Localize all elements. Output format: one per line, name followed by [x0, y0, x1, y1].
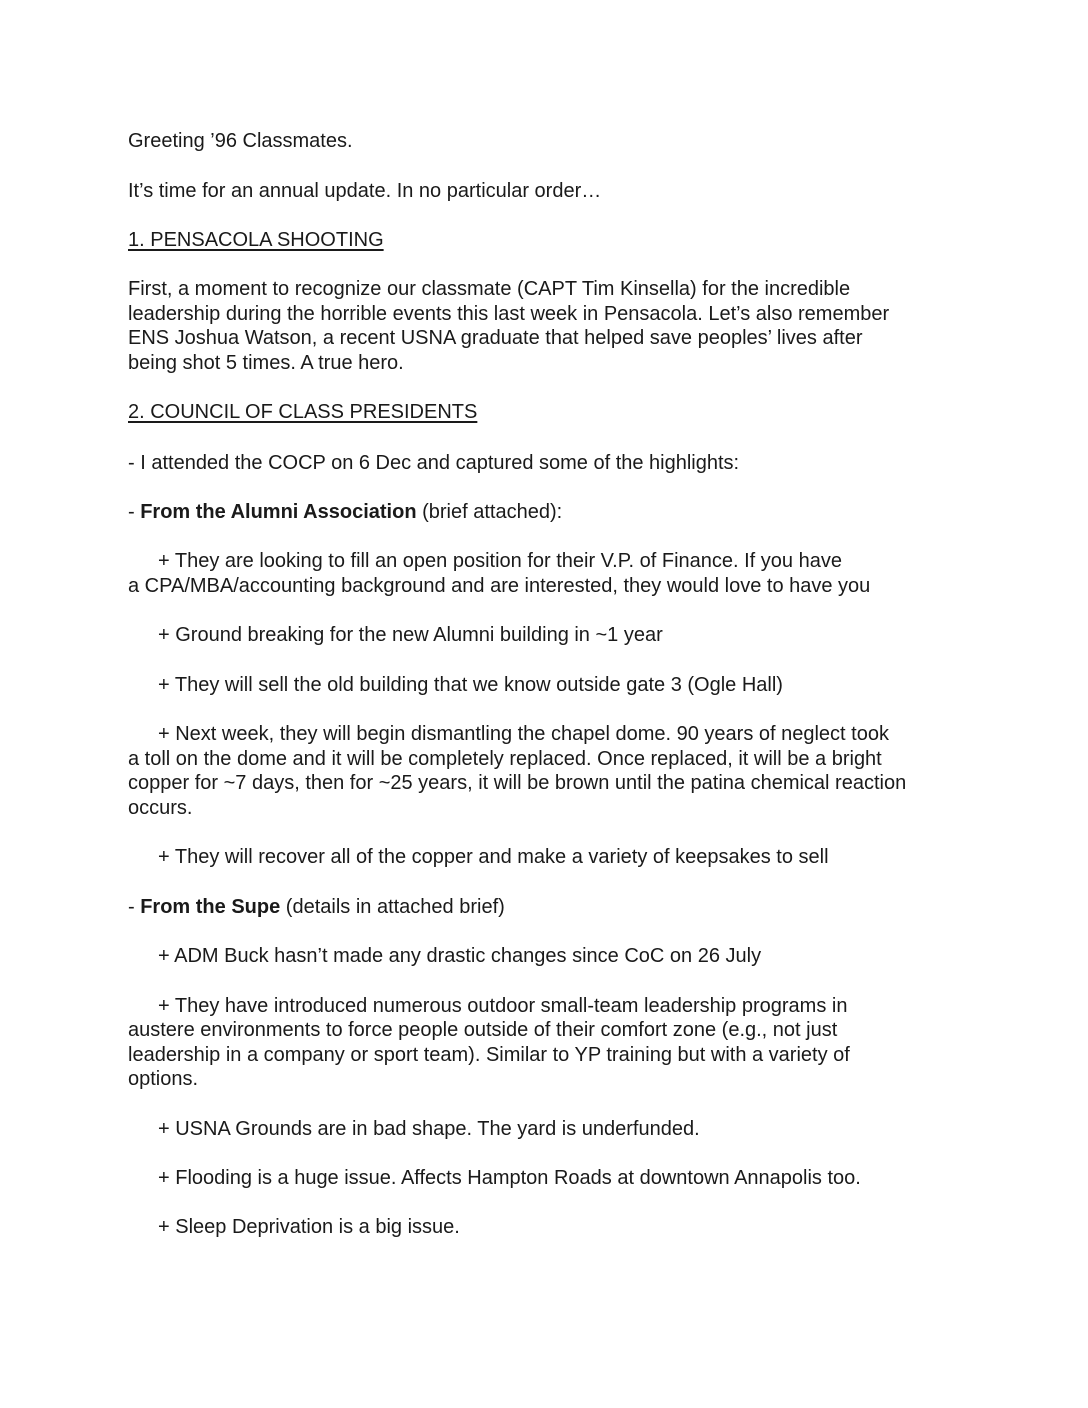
- bullet-sell-building: + They will sell the old building that we know outside gate 3 (Ogle Hall): [158, 674, 783, 696]
- bullet-dome-cont: a toll on the dome and it will be completely replaced. Once replaced, it will be a bright: [128, 748, 882, 770]
- bullet-finance: + They are looking to fill an open position for their V.P. of Finance. If you have: [158, 550, 842, 572]
- bullet-flooding: + Flooding is a huge issue. Affects Hampton Roads at downtown Annapolis too.: [158, 1167, 861, 1189]
- bullet-leadership-cont: leadership in a company or sport team). Similar to YP training but with a variety of: [128, 1044, 850, 1066]
- paragraph-line: leadership during the horrible events this last week in Pensacola. Let’s also remember: [128, 303, 890, 325]
- paragraph-line: ENS Joshua Watson, a recent USNA graduate that helped save peoples’ lives after: [128, 327, 863, 349]
- supe-label: From the Supe: [140, 896, 281, 918]
- alumni-suffix: (brief attached):: [416, 501, 563, 523]
- bullet-dome-cont: copper for ~7 days, then for ~25 years, it will be brown until the patina chemical reaction: [128, 772, 907, 794]
- section-heading-pensacola: 1. PENSACOLA SHOOTING: [128, 229, 384, 251]
- bullet-dome-cont: occurs.: [128, 797, 193, 819]
- paragraph-line: being shot 5 times. A true hero.: [128, 352, 404, 374]
- bullet-leadership-cont: austere environments to force people outside of their comfort zone (e.g., not just: [128, 1019, 838, 1041]
- supe-heading: [128, 895, 505, 919]
- paragraph-line: First, a moment to recognize our classmate (CAPT Tim Kinsella) for the incredible: [128, 278, 851, 300]
- bullet-dome: + Next week, they will begin dismantling the chapel dome. 90 years of neglect took: [158, 723, 889, 745]
- council-intro: - I attended the COCP on 6 Dec and captured some of the highlights:: [128, 452, 740, 474]
- bullet-finance-cont: a CPA/MBA/accounting background and are interested, they would love to have you: [128, 575, 871, 597]
- bullet-sleep: + Sleep Deprivation is a big issue.: [158, 1216, 460, 1238]
- alumni-label: From the Alumni Association: [140, 501, 417, 523]
- greeting: Greeting ’96 Classmates.: [128, 130, 353, 152]
- alumni-prefix: -: [128, 501, 141, 523]
- supe-prefix: -: [128, 896, 141, 918]
- alumni-heading: [128, 500, 562, 524]
- section-heading-council: 2. COUNCIL OF CLASS PRESIDENTS: [128, 401, 478, 423]
- bullet-buck: + ADM Buck hasn’t made any drastic changes since CoC on 26 July: [158, 945, 762, 967]
- supe-suffix: (details in attached brief): [280, 896, 505, 918]
- bullet-leadership-cont: options.: [128, 1068, 199, 1090]
- bullet-copper: + They will recover all of the copper and make a variety of keepsakes to sell: [158, 846, 829, 868]
- intro: It’s time for an annual update. In no particular order…: [128, 180, 602, 202]
- bullet-grounds: + USNA Grounds are in bad shape. The yard is underfunded.: [158, 1118, 700, 1140]
- bullet-leadership: + They have introduced numerous outdoor small-team leadership programs in: [158, 995, 848, 1017]
- bullet-groundbreaking: + Ground breaking for the new Alumni building in ~1 year: [158, 624, 663, 646]
